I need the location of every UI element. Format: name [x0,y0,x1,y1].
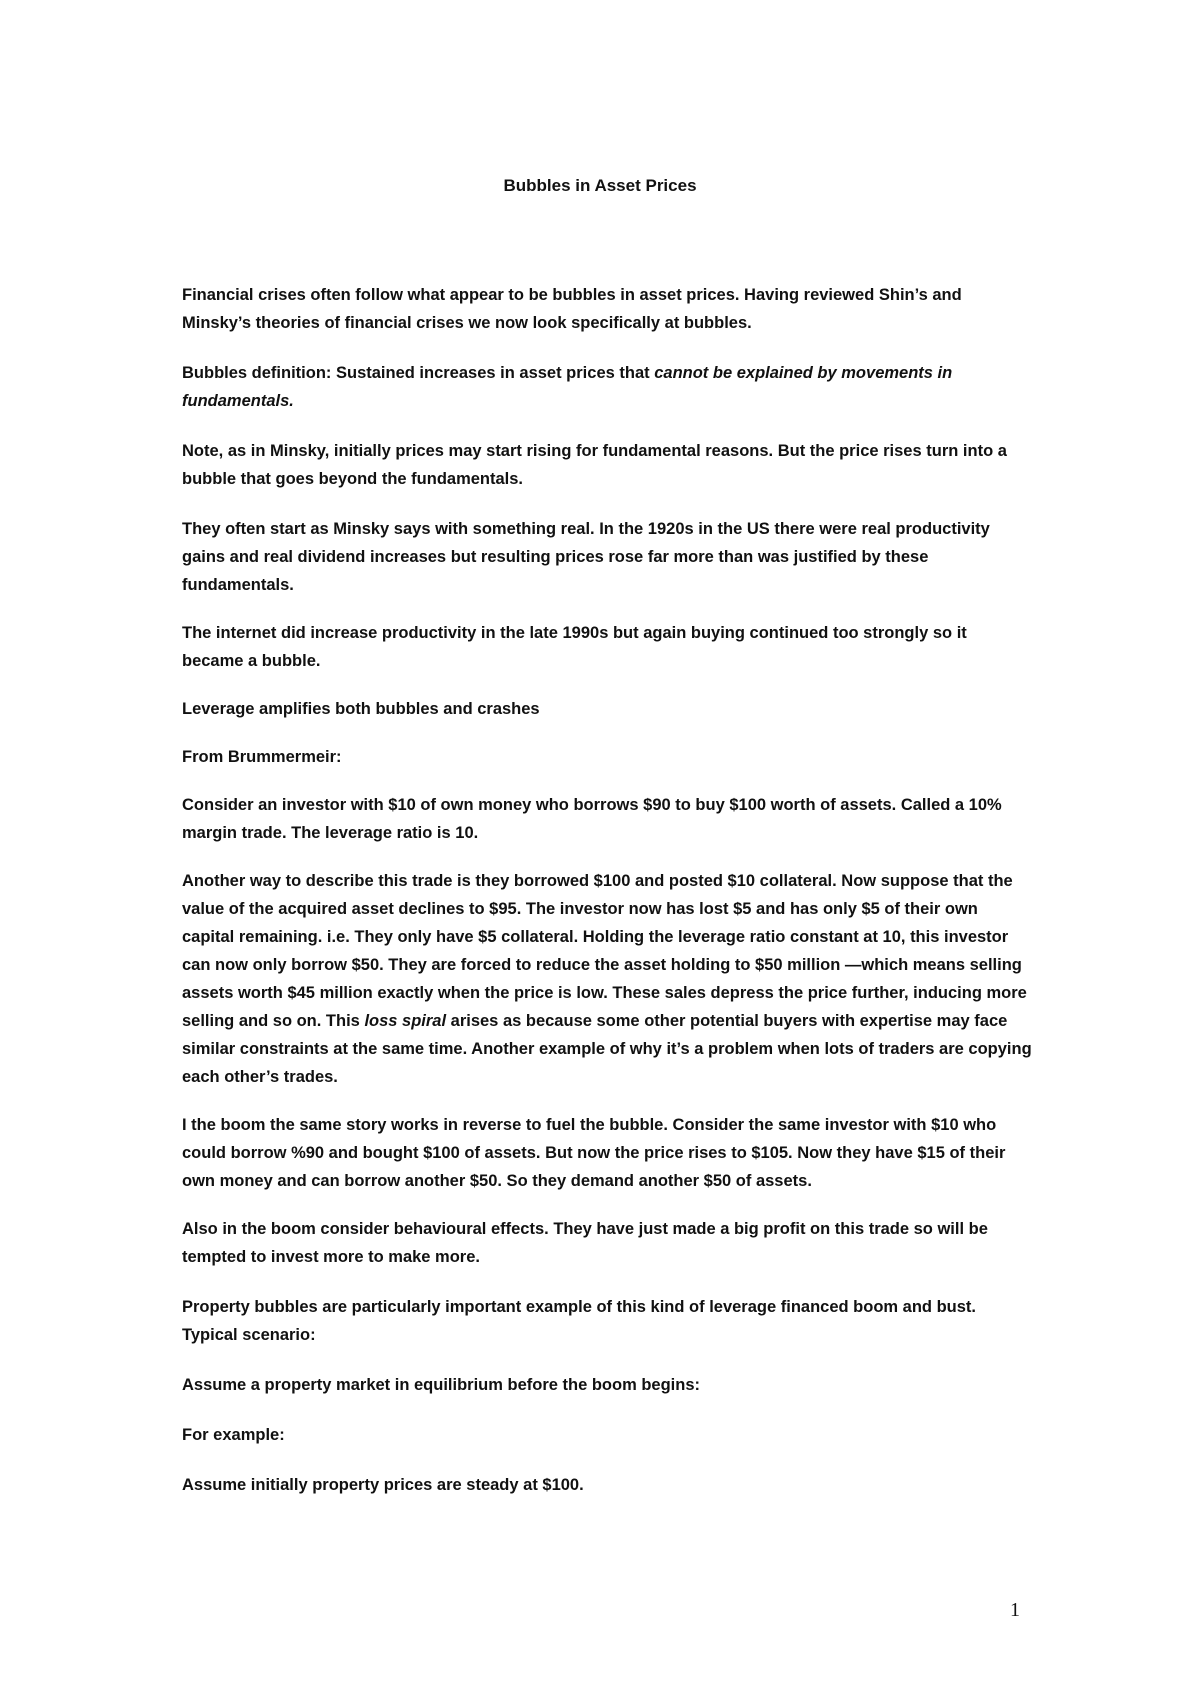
paragraph-1920s: They often start as Minsky says with something real. In the 1920s in the US there were real productivity gains and real dividend increases but resulting prices rose far more than was justified by these fundamentals. [182,520,990,594]
paragraph-property-bubbles [182,1293,1032,1349]
loss-spiral-text-end: arises as because some other potential buyers with expertise may face similar constraints at the same time. Another example of why it’s a problem when lots of traders are copying each other’s trades. [182,1012,1032,1086]
paragraph-equilibrium: Assume a property market in equilibrium before the boom begins: [182,1376,701,1394]
paragraph-bubbles-definition [182,359,1032,415]
definition-text: Bubbles definition: Sustained increases in asset prices that [182,364,655,382]
paragraph-behavioural-effects: Also in the boom consider behavioural effects. They have just made a big profit on this trade so will be tempted to invest more to make more. [182,1220,988,1266]
paragraph-boom-reverse: I the boom the same story works in reverse to fuel the bubble. Consider the same investor with $10 who could borrow %90 and bought $100 of assets. But now the price rises to $105. Now they have $15 of their own money and can borrow another $50. So they demand another $50 of assets. [182,1116,1006,1190]
paragraph-intro: Financial crises often follow what appear to be bubbles in asset prices. Having reviewed Shin’s and Minsky’s theories of financial crises we now look specifically at bubbles. [182,286,962,332]
paragraph-loss-spiral [182,867,1032,1091]
paragraph-initial-prices: Assume initially property prices are steady at $100. [182,1476,584,1494]
property-bubbles-line: Property bubbles are particularly important example of this kind of leverage financed boom and bust. [182,1298,976,1316]
paragraph-leverage-heading: Leverage amplifies both bubbles and crashes [182,700,540,718]
paragraph-for-example: For example: [182,1426,285,1444]
page-number: 1 [1010,1599,1020,1621]
document-title: Bubbles in Asset Prices [503,176,697,195]
definition-italic-text: cannot be explained by movements in fundamentals. [182,364,953,410]
loss-spiral-text-start: Another way to describe this trade is they borrowed $100 and posted $10 collateral. Now suppose that the value of the acquired asset declines to $95. The investor now has lost $5 and has only $5 of their own capital remaining. i.e. They only have $5 collateral. Holding the leverage ratio constant at 10, this investor can now only borrow $50. They are forced to reduce the asset holding to $50 million —which means selling assets worth $45 million exactly when the price is low. These sales depress the price further, inducing more selling and so on. This [182,872,1027,1030]
typical-scenario-line: Typical scenario: [182,1326,316,1344]
document-body [182,281,1032,1521]
paragraph-minsky-note: Note, as in Minsky, initially prices may start rising for fundamental reasons. But the price rises turn into a bubble that goes beyond the fundamentals. [182,442,1007,488]
loss-spiral-italic: loss spiral [364,1012,447,1030]
paragraph-source: From Brummermeir: [182,748,342,766]
paragraph-investor-example: Consider an investor with $10 of own money who borrows $90 to buy $100 worth of assets. Called a 10% margin trade. The leverage ratio is 10. [182,796,1002,842]
paragraph-internet: The internet did increase productivity in the late 1990s but again buying continued too strongly so it became a bubble. [182,624,967,670]
